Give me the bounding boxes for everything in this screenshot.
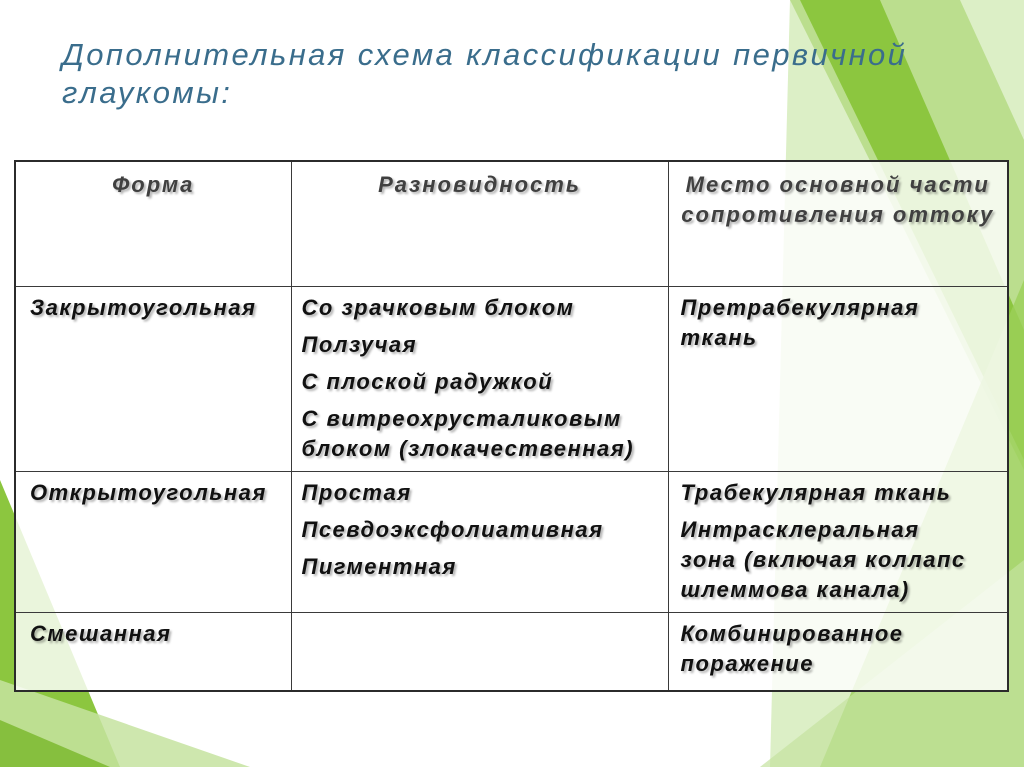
cell-form bbox=[15, 286, 291, 471]
cell-varieties bbox=[291, 286, 668, 471]
cell-varieties bbox=[291, 471, 668, 612]
table-row bbox=[15, 471, 1008, 612]
slide-title: Дополнительная схема классификации первичной глаукомы: bbox=[62, 37, 908, 110]
header-form: Форма bbox=[15, 161, 291, 286]
resistance-item: Претрабекулярная ткань bbox=[680, 294, 920, 350]
cell-varieties-empty bbox=[291, 612, 668, 691]
variety-item: С витреохрусталиковым блоком (злокачественная) bbox=[301, 405, 635, 461]
resistance-item: Комбинированное поражение bbox=[680, 620, 904, 676]
table-row bbox=[15, 612, 1008, 691]
variety-item: Пигментная bbox=[301, 553, 457, 579]
form-label: Смешанная bbox=[30, 620, 172, 646]
resistance-item: Интрасклеральная зона (включая коллапс шлеммова канала) bbox=[680, 516, 966, 602]
variety-item: Ползучая bbox=[301, 331, 418, 357]
variety-item: С плоской радужкой bbox=[301, 368, 554, 394]
variety-item: Простая bbox=[301, 479, 412, 505]
resistance-item: Трабекулярная ткань bbox=[680, 479, 952, 505]
table-header-row bbox=[15, 161, 1008, 286]
form-label: Открытоугольная bbox=[30, 479, 267, 505]
classification-table bbox=[14, 160, 1009, 692]
form-label: Закрытоугольная bbox=[30, 294, 257, 320]
header-variety: Разновидность bbox=[291, 161, 668, 286]
cell-resistance bbox=[668, 286, 1008, 471]
header-resistance-site: Место основной части сопротивления оттоку bbox=[668, 161, 1008, 286]
table-row bbox=[15, 286, 1008, 471]
cell-form bbox=[15, 612, 291, 691]
variety-item: Псевдоэксфолиативная bbox=[301, 516, 604, 542]
variety-item: Со зрачковым блоком bbox=[301, 294, 575, 320]
cell-form bbox=[15, 471, 291, 612]
cell-resistance bbox=[668, 612, 1008, 691]
cell-resistance bbox=[668, 471, 1008, 612]
